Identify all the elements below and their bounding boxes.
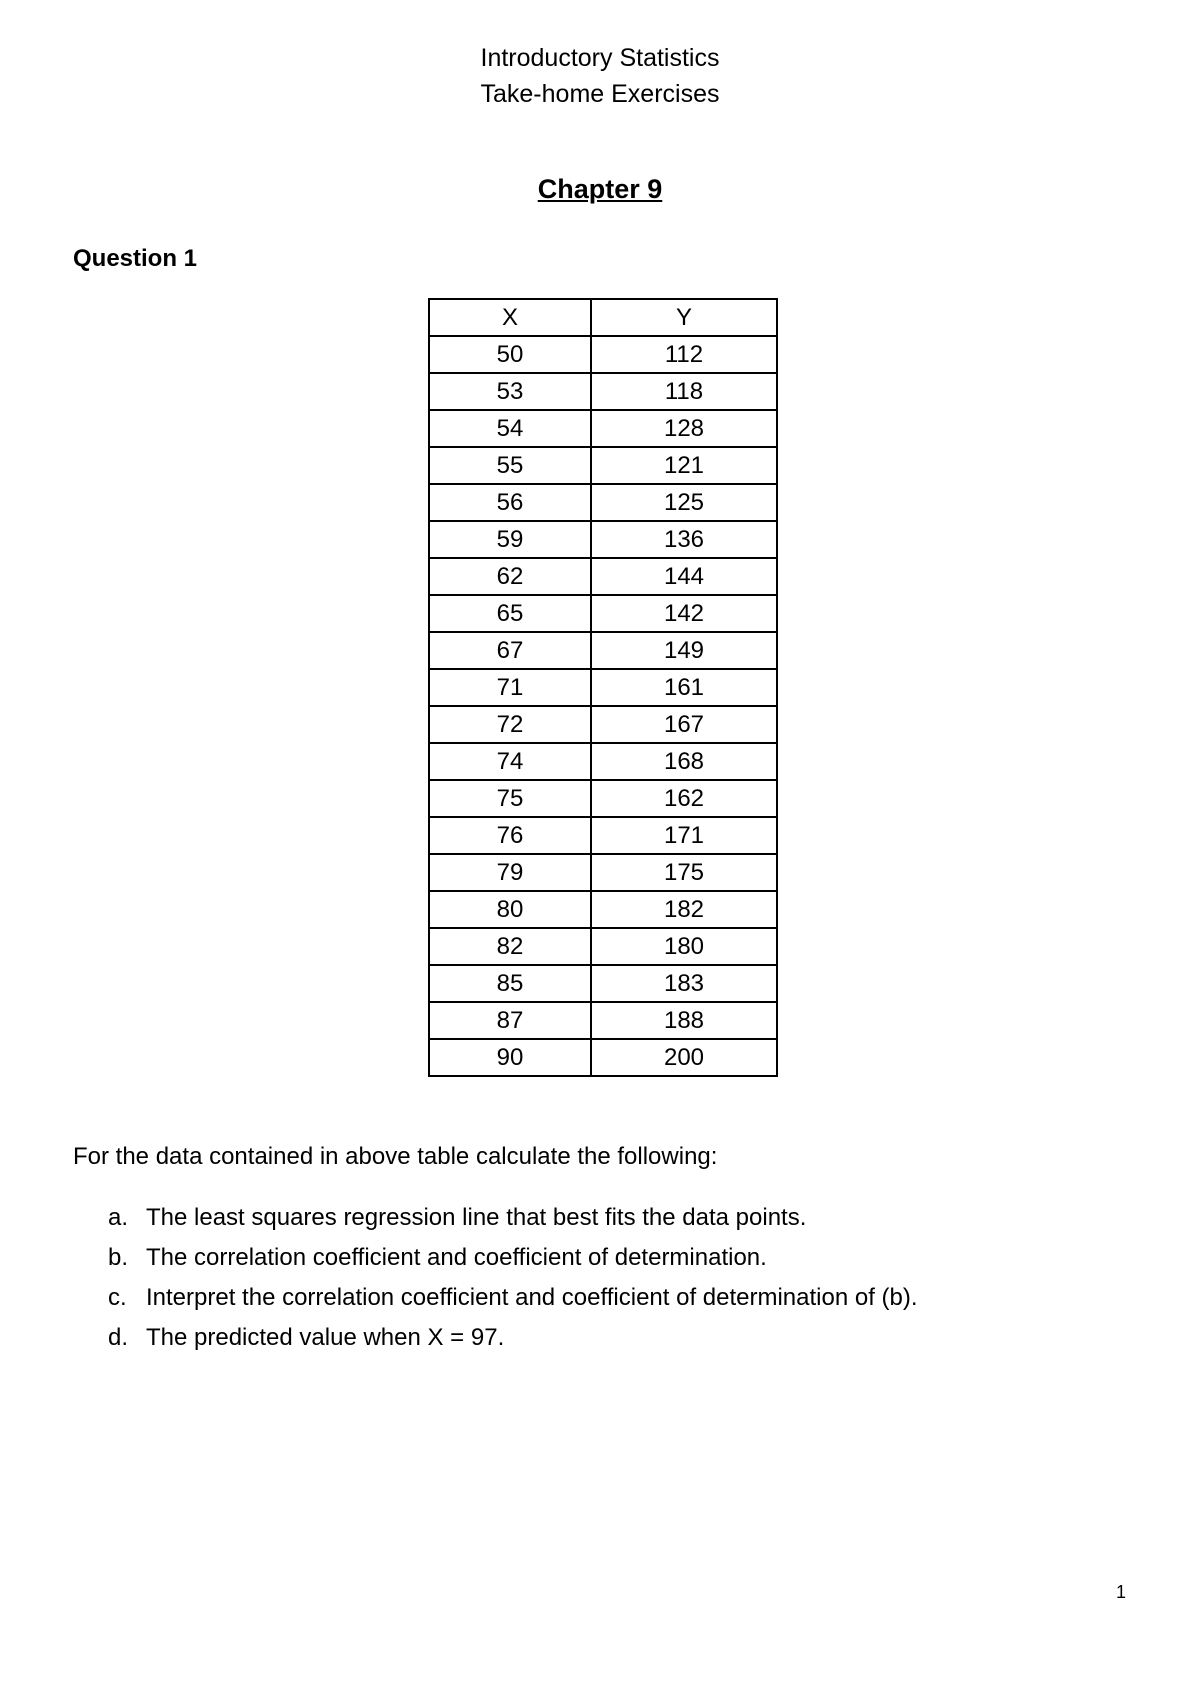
table-row [429,891,777,928]
cell-y-value: 128 [591,410,777,447]
cell-y-value: 180 [591,928,777,965]
table-row [429,706,777,743]
cell-y-value: 112 [591,336,777,373]
table-row [429,780,777,817]
part-letter: d. [108,1324,129,1351]
part-letter: b. [108,1244,129,1271]
table-row [429,669,777,706]
question-part [108,1318,918,1358]
table-row [429,410,777,447]
cell-x-value: 67 [429,632,591,669]
question-part [108,1238,918,1278]
table-row [429,373,777,410]
cell-y-value: 175 [591,854,777,891]
question-part [108,1198,918,1238]
chapter-title: Chapter 9 [537,174,663,204]
cell-x-value: 62 [429,558,591,595]
cell-x-value: 82 [429,928,591,965]
cell-x-value: 65 [429,595,591,632]
cell-x-value: 75 [429,780,591,817]
cell-x-value: 53 [429,373,591,410]
cell-y-value: 188 [591,1002,777,1039]
part-text: The least squares regression line that best fits the data points. [146,1204,807,1231]
cell-y-value: 125 [591,484,777,521]
page-header [0,40,1200,112]
part-text: The correlation coefficient and coefficient of determination. [146,1244,767,1271]
table-row [429,928,777,965]
part-letter: a. [108,1204,129,1231]
table-row [429,965,777,1002]
column-header-y: Y [591,299,777,336]
question-parts-list [108,1198,918,1358]
cell-x-value: 54 [429,410,591,447]
cell-y-value: 136 [591,521,777,558]
cell-x-value: 79 [429,854,591,891]
cell-y-value: 168 [591,743,777,780]
cell-x-value: 71 [429,669,591,706]
table-row [429,854,777,891]
table-row [429,336,777,373]
cell-x-value: 80 [429,891,591,928]
cell-x-value: 55 [429,447,591,484]
table-row [429,595,777,632]
question-part [108,1278,918,1318]
column-header-x: X [429,299,591,336]
cell-y-value: 200 [591,1039,777,1076]
cell-x-value: 85 [429,965,591,1002]
data-table [428,298,778,1077]
table-row [429,1002,777,1039]
cell-x-value: 74 [429,743,591,780]
cell-x-value: 56 [429,484,591,521]
cell-y-value: 121 [591,447,777,484]
cell-x-value: 76 [429,817,591,854]
cell-y-value: 142 [591,595,777,632]
instruction-text: For the data contained in above table calculate the following: [73,1143,718,1170]
cell-x-value: 50 [429,336,591,373]
cell-x-value: 59 [429,521,591,558]
table-row [429,447,777,484]
cell-y-value: 118 [591,373,777,410]
cell-y-value: 144 [591,558,777,595]
table-header-row [429,299,777,336]
part-text: Interpret the correlation coefficient and coefficient of determination of (b). [146,1284,918,1311]
cell-y-value: 182 [591,891,777,928]
cell-y-value: 167 [591,706,777,743]
cell-y-value: 183 [591,965,777,1002]
cell-x-value: 72 [429,706,591,743]
page-number: 1 [1116,1582,1127,1602]
table-row [429,817,777,854]
document-subtitle: Take-home Exercises [480,80,720,108]
table-row [429,1039,777,1076]
cell-y-value: 149 [591,632,777,669]
cell-y-value: 171 [591,817,777,854]
cell-y-value: 162 [591,780,777,817]
table-row [429,743,777,780]
table-row [429,632,777,669]
cell-x-value: 87 [429,1002,591,1039]
question-heading: Question 1 [73,245,198,272]
course-title: Introductory Statistics [480,44,720,72]
part-letter: c. [108,1284,127,1311]
cell-x-value: 90 [429,1039,591,1076]
part-text: The predicted value when X = 97. [146,1324,505,1351]
table-row [429,521,777,558]
cell-y-value: 161 [591,669,777,706]
table-body [429,336,777,1076]
table-row [429,484,777,521]
table-row [429,558,777,595]
